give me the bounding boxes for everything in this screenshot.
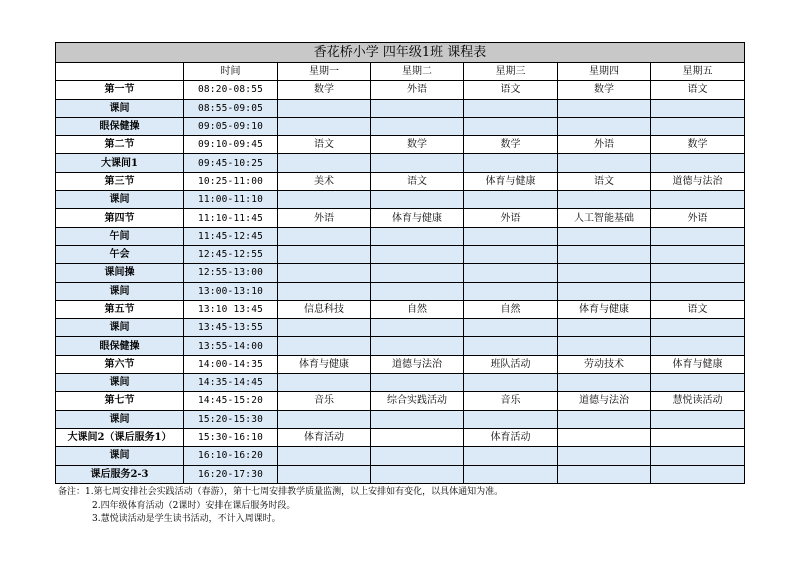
subject-cell-monday: 外语 [278,209,371,227]
header-cell-friday: 星期五 [651,63,745,81]
subject-cell-friday [651,428,745,446]
subject-cell-tuesday [371,428,464,446]
period-name-cell: 第五节 [56,300,184,318]
period-name-cell: 课间 [56,374,184,392]
subject-cell-wednesday [464,191,558,209]
time-cell: 08:55-09:05 [184,99,278,117]
subject-cell-thursday: 劳动技术 [558,355,651,373]
subject-cell-thursday [558,264,651,282]
subject-cell-tuesday [371,117,464,135]
subject-cell-tuesday [371,99,464,117]
note-line-2: 2.四年级体育活动（2课时）安排在课后服务时段。 [92,500,296,511]
table-row [56,447,745,465]
subject-cell-friday: 语文 [651,300,745,318]
time-cell: 12:55-13:00 [184,264,278,282]
subject-cell-monday: 数学 [278,81,371,99]
time-cell: 08:20-08:55 [184,81,278,99]
period-name-cell: 大课间2（课后服务1） [56,428,184,446]
subject-cell-tuesday [371,264,464,282]
subject-cell-friday [651,191,745,209]
time-cell: 15:30-16:10 [184,428,278,446]
subject-cell-monday: 音乐 [278,392,371,410]
table-row [56,300,745,318]
subject-cell-friday [651,465,745,483]
subject-cell-wednesday [464,227,558,245]
subject-cell-monday [278,282,371,300]
subject-cell-wednesday: 班队活动 [464,355,558,373]
subject-cell-monday: 体育活动 [278,428,371,446]
subject-cell-tuesday [371,227,464,245]
table-row [56,81,745,99]
table-row [56,374,745,392]
subject-cell-monday [278,245,371,263]
subject-cell-wednesday [464,447,558,465]
timetable [55,42,745,484]
subject-cell-tuesday: 外语 [371,81,464,99]
period-name-cell: 课间操 [56,264,184,282]
period-name-cell: 第一节 [56,81,184,99]
period-name-cell: 课间 [56,99,184,117]
subject-cell-friday: 体育与健康 [651,355,745,373]
subject-cell-monday [278,227,371,245]
subject-cell-wednesday [464,410,558,428]
table-row [56,319,745,337]
subject-cell-friday [651,245,745,263]
subject-cell-monday [278,374,371,392]
header-cell-thursday: 星期四 [558,63,651,81]
subject-cell-monday [278,99,371,117]
subject-cell-wednesday: 外语 [464,209,558,227]
subject-cell-monday [278,447,371,465]
subject-cell-tuesday [371,282,464,300]
subject-cell-thursday [558,319,651,337]
subject-cell-tuesday [371,337,464,355]
notes [58,486,748,527]
table-row [56,227,745,245]
subject-cell-friday [651,99,745,117]
subject-cell-wednesday: 体育与健康 [464,172,558,190]
time-cell: 14:45-15:20 [184,392,278,410]
period-name-cell: 第四节 [56,209,184,227]
subject-cell-wednesday: 音乐 [464,392,558,410]
subject-cell-thursday [558,227,651,245]
header-cell-monday: 星期一 [278,63,371,81]
subject-cell-tuesday: 自然 [371,300,464,318]
table-row [56,428,745,446]
subject-cell-wednesday [464,117,558,135]
subject-cell-friday [651,227,745,245]
time-cell: 14:00-14:35 [184,355,278,373]
subject-cell-friday [651,337,745,355]
table-row [56,209,745,227]
subject-cell-tuesday [371,154,464,172]
time-cell: 16:10-16:20 [184,447,278,465]
table-row [56,154,745,172]
table-row [56,465,745,483]
period-name-cell: 大课间1 [56,154,184,172]
header-cell-time: 时间 [184,63,278,81]
subject-cell-wednesday: 自然 [464,300,558,318]
subject-cell-monday: 体育与健康 [278,355,371,373]
table-row [56,337,745,355]
subject-cell-tuesday: 语文 [371,172,464,190]
time-cell: 12:45-12:55 [184,245,278,263]
table-row [56,136,745,154]
period-name-cell: 眼保健操 [56,117,184,135]
header-cell-blank [56,63,184,81]
subject-cell-thursday [558,117,651,135]
subject-cell-wednesday [464,154,558,172]
time-cell: 13:00-13:10 [184,282,278,300]
subject-cell-friday: 慧悦读活动 [651,392,745,410]
subject-cell-thursday: 人工智能基础 [558,209,651,227]
period-name-cell: 第二节 [56,136,184,154]
time-cell: 13:45-13:55 [184,319,278,337]
subject-cell-wednesday: 数学 [464,136,558,154]
subject-cell-monday [278,465,371,483]
subject-cell-monday [278,264,371,282]
subject-cell-wednesday [464,374,558,392]
header-row [56,63,745,81]
subject-cell-thursday [558,447,651,465]
subject-cell-thursday [558,410,651,428]
subject-cell-monday: 信息科技 [278,300,371,318]
table-row [56,191,745,209]
table-row [56,355,745,373]
period-name-cell: 眼保健操 [56,337,184,355]
subject-cell-monday [278,191,371,209]
subject-cell-friday [651,154,745,172]
subject-cell-tuesday [371,245,464,263]
subject-cell-tuesday: 道德与法治 [371,355,464,373]
time-cell: 10:25-11:00 [184,172,278,190]
subject-cell-monday [278,337,371,355]
subject-cell-thursday: 道德与法治 [558,392,651,410]
subject-cell-friday [651,319,745,337]
header-cell-wednesday: 星期三 [464,63,558,81]
subject-cell-monday: 美术 [278,172,371,190]
time-cell: 13:55-14:00 [184,337,278,355]
period-name-cell: 午间 [56,227,184,245]
time-cell: 11:00-11:10 [184,191,278,209]
subject-cell-friday [651,264,745,282]
table-row [56,172,745,190]
time-cell: 13:10 13:45 [184,300,278,318]
subject-cell-thursday: 体育与健康 [558,300,651,318]
time-cell: 09:05-09:10 [184,117,278,135]
period-name-cell: 午会 [56,245,184,263]
subject-cell-wednesday [464,99,558,117]
subject-cell-friday [651,282,745,300]
subject-cell-wednesday [464,264,558,282]
table-row [56,117,745,135]
subject-cell-tuesday: 综合实践活动 [371,392,464,410]
subject-cell-tuesday [371,191,464,209]
time-cell: 16:20-17:30 [184,465,278,483]
subject-cell-thursday: 语文 [558,172,651,190]
subject-cell-wednesday: 体育活动 [464,428,558,446]
table-row [56,282,745,300]
subject-cell-thursday [558,99,651,117]
time-cell: 09:45-10:25 [184,154,278,172]
period-name-cell: 课间 [56,282,184,300]
subject-cell-thursday [558,374,651,392]
subject-cell-tuesday [371,410,464,428]
note-line-3: 3.慧悦读活动是学生读书活动，不计入周课时。 [92,514,281,524]
table-row [56,392,745,410]
time-cell: 11:45-12:45 [184,227,278,245]
time-cell: 14:35-14:45 [184,374,278,392]
subject-cell-thursday [558,191,651,209]
period-name-cell: 课间 [56,191,184,209]
period-name-cell: 第七节 [56,392,184,410]
subject-cell-friday: 语文 [651,81,745,99]
table-row [56,245,745,263]
period-name-cell: 课后服务2-3 [56,465,184,483]
period-name-cell: 课间 [56,319,184,337]
subject-cell-tuesday [371,465,464,483]
subject-cell-tuesday [371,447,464,465]
timetable-sheet [55,42,744,484]
subject-cell-friday: 外语 [651,209,745,227]
period-name-cell: 课间 [56,447,184,465]
subject-cell-thursday: 外语 [558,136,651,154]
table-row [56,410,745,428]
subject-cell-thursday: 数学 [558,81,651,99]
subject-cell-friday: 道德与法治 [651,172,745,190]
subject-cell-wednesday [464,319,558,337]
subject-cell-friday [651,410,745,428]
subject-cell-tuesday [371,319,464,337]
header-cell-tuesday: 星期二 [371,63,464,81]
subject-cell-thursday [558,465,651,483]
subject-cell-thursday [558,337,651,355]
subject-cell-thursday [558,282,651,300]
subject-cell-wednesday [464,282,558,300]
subject-cell-tuesday [371,374,464,392]
subject-cell-friday: 数学 [651,136,745,154]
subject-cell-wednesday [464,245,558,263]
time-cell: 09:10-09:45 [184,136,278,154]
subject-cell-thursday [558,428,651,446]
subject-cell-wednesday [464,465,558,483]
subject-cell-thursday [558,245,651,263]
time-cell: 15:20-15:30 [184,410,278,428]
subject-cell-friday [651,374,745,392]
note-line-1: 备注：1.第七周安排社会实践活动（春游），第十七周安排教学质量监测，以上安排如有变化，以具体通知为准。 [58,487,504,497]
title-row [56,43,745,63]
table-row [56,264,745,282]
table-row [56,99,745,117]
subject-cell-monday [278,117,371,135]
subject-cell-friday [651,447,745,465]
subject-cell-tuesday: 体育与健康 [371,209,464,227]
subject-cell-friday [651,117,745,135]
period-name-cell: 第六节 [56,355,184,373]
subject-cell-monday: 语文 [278,136,371,154]
subject-cell-monday [278,410,371,428]
subject-cell-tuesday: 数学 [371,136,464,154]
timetable-title: 香花桥小学 四年级1班 课程表 [56,43,745,63]
subject-cell-wednesday [464,337,558,355]
time-cell: 11:10-11:45 [184,209,278,227]
subject-cell-wednesday: 语文 [464,81,558,99]
period-name-cell: 第三节 [56,172,184,190]
subject-cell-monday [278,154,371,172]
subject-cell-monday [278,319,371,337]
subject-cell-thursday [558,154,651,172]
period-name-cell: 课间 [56,410,184,428]
